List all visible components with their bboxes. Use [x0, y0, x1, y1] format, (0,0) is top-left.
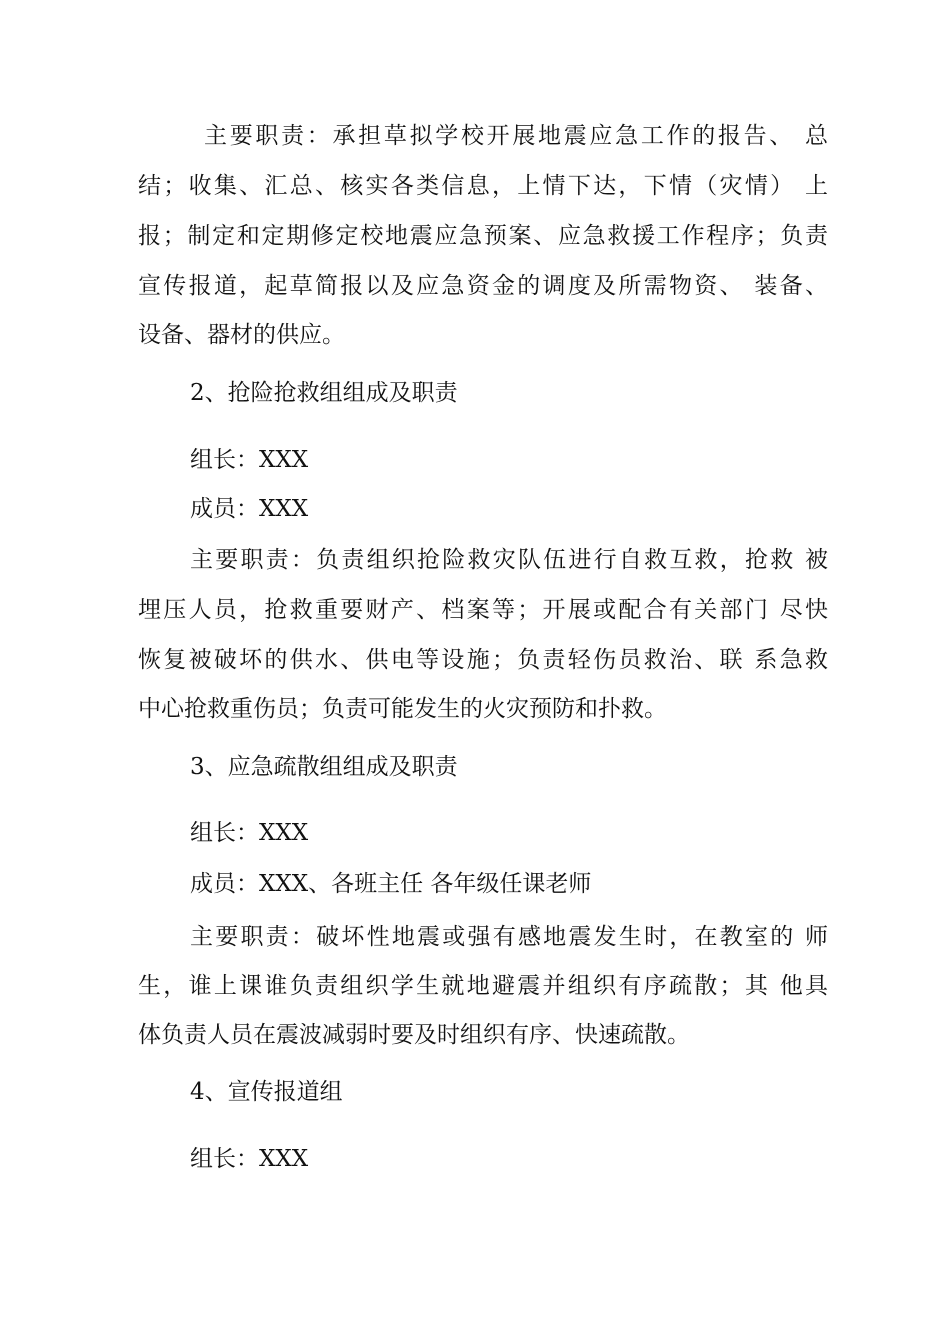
leader-line: 组长：XXX [190, 820, 309, 846]
section-heading: 3、应急疏散组组成及职责 [190, 754, 458, 780]
members-line: 成员：XXX、各班主任 各年级任课老师 [190, 871, 592, 897]
paragraph-line: 埋压人员，抢救重要财产、档案等；开展或配合有关部门 尽快 [138, 597, 828, 623]
paragraph-line: 设备、器材的供应。 [138, 322, 345, 348]
paragraph-line: 生，谁上课谁负责组织学生就地避震并组织有序疏散；其 他具 [138, 973, 828, 999]
leader-line: 组长：XXX [190, 1146, 309, 1172]
paragraph-line: 恢复被破坏的供水、供电等设施；负责轻伤员救治、联 系急救 [138, 647, 828, 673]
members-line: 成员：XXX [190, 496, 309, 522]
paragraph-line: 主要职责：负责组织抢险救灾队伍进行自救互救，抢救 被 [190, 547, 828, 573]
paragraph-line: 报；制定和定期修定校地震应急预案、应急救援工作程序；负责 [138, 223, 828, 249]
paragraph-line: 主要职责：破坏性地震或强有感地震发生时，在教室的 师 [190, 924, 828, 950]
paragraph-line: 中心抢救重伤员；负责可能发生的火灾预防和扑救。 [138, 696, 667, 722]
paragraph-line: 结；收集、汇总、核实各类信息，上情下达，下情（灾情） 上 [138, 173, 828, 199]
paragraph-line: 宣传报道，起草简报以及应急资金的调度及所需物资、 装备、 [138, 273, 828, 299]
leader-line: 组长：XXX [190, 447, 309, 473]
paragraph-line: 体负责人员在震波减弱时要及时组织有序、快速疏散。 [138, 1022, 690, 1048]
section-heading: 4、宣传报道组 [190, 1079, 343, 1105]
section-heading: 2、抢险抢救组组成及职责 [190, 380, 458, 406]
paragraph-line: 主要职责：承担草拟学校开展地震应急工作的报告、 总 [204, 123, 828, 149]
